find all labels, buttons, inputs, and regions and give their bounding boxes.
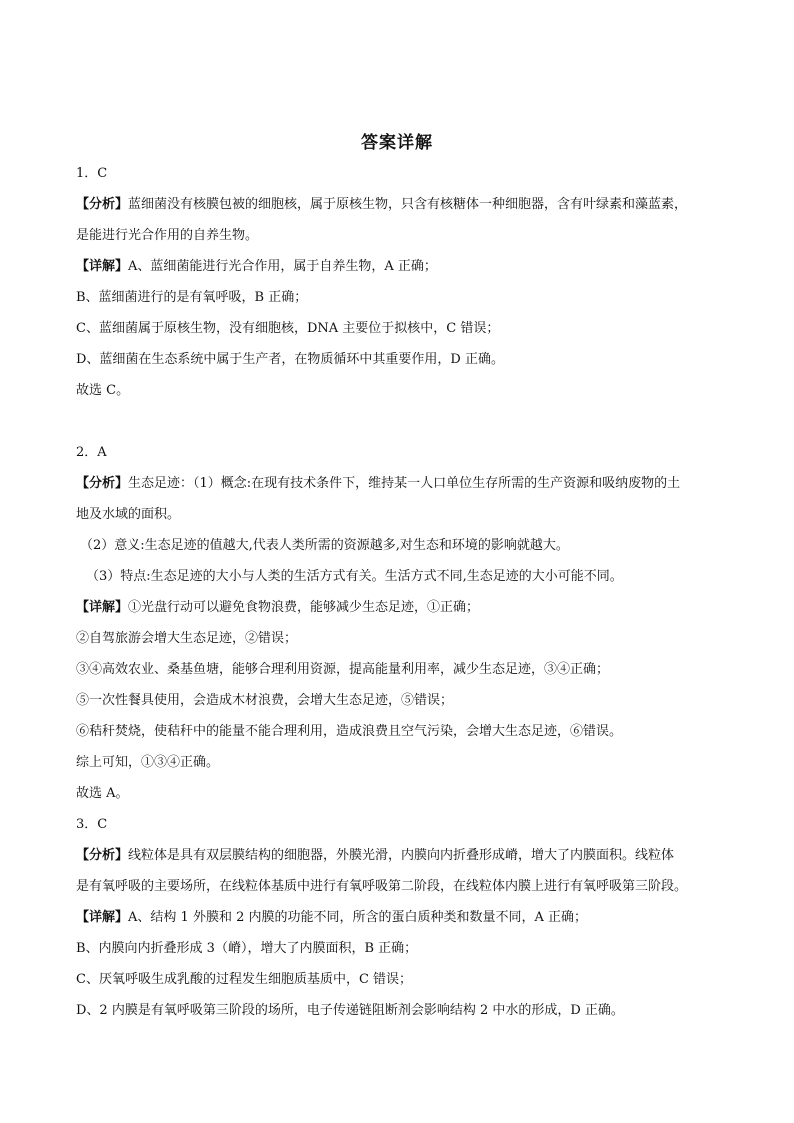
q3-number: 3．C — [76, 817, 108, 832]
detail-tag: 【详解】 — [76, 600, 129, 615]
q2-analysis-text-1: 生态足迹：（1）概念:在现有技术条件下，维持某一人口单位生存所需的生产资源和吸纳废物的土 — [128, 476, 681, 491]
answer-content — [76, 158, 736, 1026]
q1-detail-line-3: C、蓝细菌属于原核生物，没有细胞核，DNA 主要位于拟核中，C 错误； — [76, 321, 500, 336]
q1-analysis-text-1: 蓝细菌没有核膜包被的细胞核，属于原核生物，只含有核糖体一种细胞器，含有叶绿素和藻蓝素， — [128, 197, 688, 212]
page-title: 答案详解 — [361, 133, 433, 153]
q3-analysis-line-1 — [76, 840, 736, 871]
q3-analysis-line-2: 是有氧呼吸的主要场所，在线粒体基质中进行有氧呼吸第二阶段，在线粒体内膜上进行有氧呼吸第三阶段。 — [76, 879, 688, 894]
q1-detail-line-2: B、蓝细菌进行的是有氧呼吸，B 正确； — [76, 290, 308, 305]
q2-summary: 综上可知，①③④正确。 — [76, 755, 220, 770]
q1-choice: 故选 C。 — [76, 383, 130, 398]
detail-tag: 【详解】 — [76, 259, 129, 274]
q2-analysis-line-4: （3）特点:生态足迹的大小与人类的生活方式有关。生活方式不同,生态足迹的大小可能不同。 — [86, 569, 623, 584]
q3-detail-line-3: C、厌氧呼吸生成乳酸的过程发生细胞质基质中，C 错误； — [76, 972, 413, 987]
q2-detail-line-1 — [76, 592, 736, 623]
q1-detail-line-1 — [76, 251, 736, 282]
q1-detail-line-4: D、蓝细菌在生态系统中属于生产者，在物质循环中其重要作用，D 正确。 — [76, 352, 504, 367]
q3-detail-text-1: A、结构 1 外膜和 2 内膜的功能不同，所含的蛋白质种类和数量不同，A 正确； — [128, 910, 587, 925]
q2-choice: 故选 A。 — [76, 786, 129, 801]
analysis-tag: 【分析】 — [76, 476, 129, 491]
q1-analysis-line-1 — [76, 189, 736, 220]
analysis-tag: 【分析】 — [76, 848, 129, 863]
q3-detail-line-4: D、2 内膜是有氧呼吸第三阶段的场所，电子传递链阻断剂会影响结构 2 中水的形成，D 正确。 — [76, 1003, 624, 1018]
q2-detail-line-3: ③④高效农业、桑基鱼塘，能够合理利用资源，提高能量利用率，减少生态足迹，③④正确； — [76, 662, 610, 677]
spacer — [76, 406, 736, 437]
q2-detail-text-1: ①光盘行动可以避免食物浪费，能够减少生态足迹，①正确； — [128, 600, 480, 615]
q2-analysis-line-3: （2）意义:生态足迹的值越大,代表人类所需的资源越多,对生态和环境的影响就越大。 — [80, 538, 569, 553]
analysis-tag: 【分析】 — [76, 197, 129, 212]
q2-detail-line-5: ⑥秸秆焚烧，使秸秆中的能量不能合理利用，造成浪费且空气污染，会增大生态足迹，⑥错误。 — [76, 724, 623, 739]
q3-detail-line-1 — [76, 902, 736, 933]
q3-analysis-text-1: 线粒体是具有双层膜结构的细胞器，外膜光滑，内膜向内折叠形成嵴，增大了内膜面积。线粒体 — [128, 848, 675, 863]
q2-detail-line-2: ②自驾旅游会增大生态足迹，②错误； — [76, 631, 298, 646]
q2-analysis-line-1 — [76, 468, 736, 499]
q3-detail-line-2: B、内膜向内折叠形成 3（嵴），增大了内膜面积，B 正确； — [76, 941, 418, 956]
q1-number: 1．C — [76, 166, 108, 181]
q1-analysis-line-2: 是能进行光合作用的自养生物。 — [76, 228, 259, 243]
q2-number: 2．A — [76, 445, 107, 460]
q1-detail-text-1: A、蓝细菌能进行光合作用，属于自养生物，A 正确； — [128, 259, 437, 274]
detail-tag: 【详解】 — [76, 910, 129, 925]
q2-analysis-line-2: 地及水域的面积。 — [76, 507, 181, 522]
q2-detail-line-4: ⑤一次性餐具使用，会造成木材浪费，会增大生态足迹，⑤错误； — [76, 693, 454, 708]
